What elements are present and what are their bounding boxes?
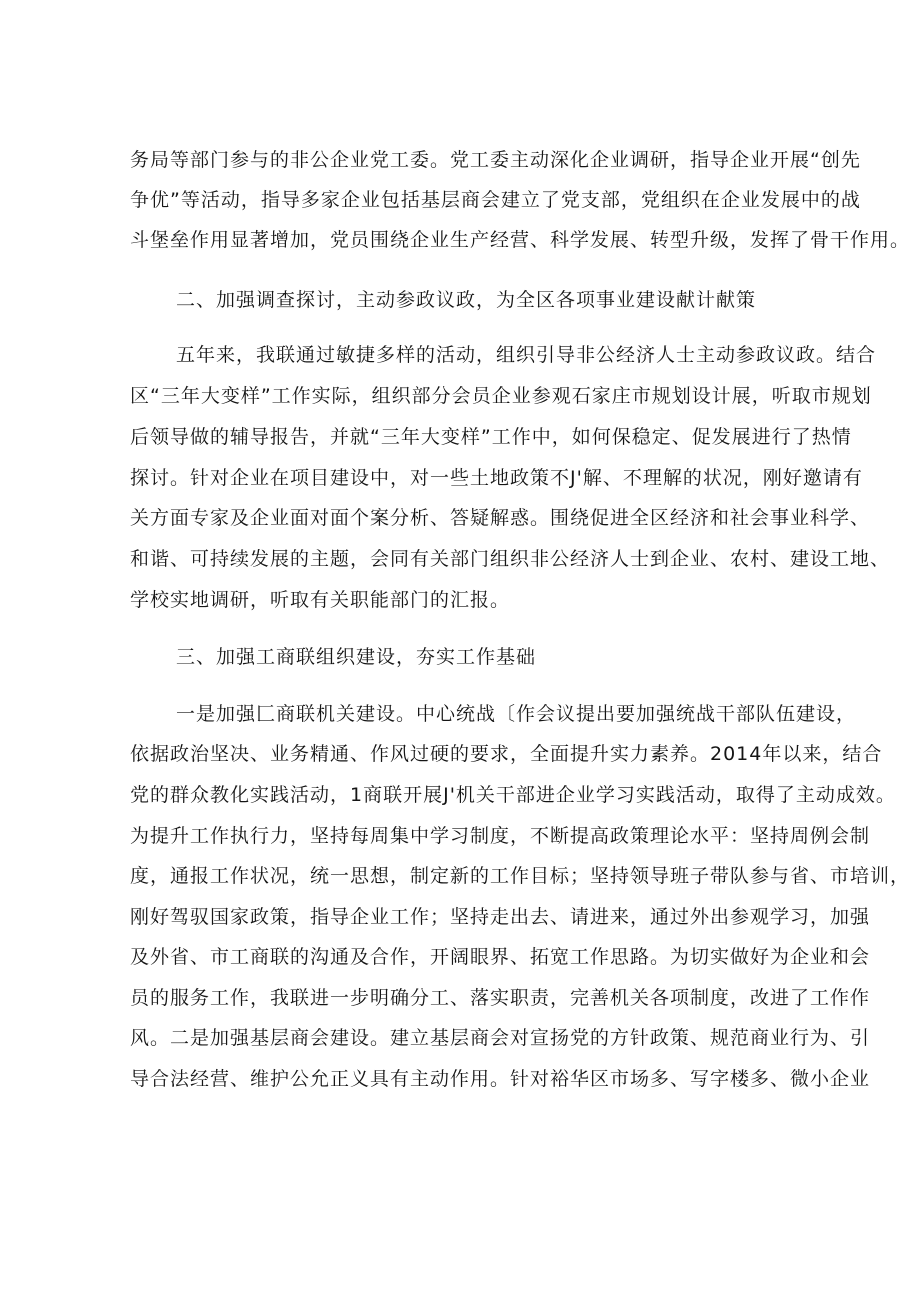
paragraph-line: 度，通报工作状况，统一思想，制定新的工作目标；坚持领导班子带队参与省、市培训， <box>130 865 911 887</box>
paragraph-line: 后领导做的辅导报告，并就“三年大变样”工作中，如何保稳定、促发展进行了热情 <box>130 426 852 448</box>
paragraph-line: 一是加强匚商联机关建设。中心统战〔作会议提出要加强统战干部队伍建设， <box>176 703 857 725</box>
paragraph-line: 五年来，我联通过敏捷多样的活动，组织引导非公经济人士主动参政议政。结合 <box>176 344 877 366</box>
paragraph-line: 斗堡垒作用显著增加，党员围绕企业生产经营、科学发展、转型升级，发挥了骨干作用。 <box>130 229 911 251</box>
paragraph-line: 刚好驾驭国家政策，指导企业工作；坚持走出去、请进来，通过外出参观学习，加强 <box>130 906 871 928</box>
paragraph-line: 争优”等活动，指导多家企业包括基层商会建立了党支部，党组织在企业发展中的战 <box>130 189 861 211</box>
paragraph-line: 务局等部门参与的非公企业党工委。党工委主动深化企业调研，指导企业开展“创先 <box>130 149 861 171</box>
section-heading: 三、加强工商联组织建设，夯实工作基础 <box>176 646 537 668</box>
paragraph-line: 及外省、市工商联的沟通及合作，开阔眼界、拓宽工作思路。为切实做好为企业和会 <box>130 946 871 968</box>
paragraph-line: 区“三年大变样”工作实际，组织部分会员企业参观石家庄市规划设计展，听取市规划 <box>130 385 872 407</box>
section-heading: 二、加强调查探讨，主动参政议政，为全区各项事业建设献计献策 <box>176 289 757 311</box>
paragraph-line: 学校实地调研，听取有关职能部门的汇报。 <box>130 589 511 611</box>
paragraph-line: 探讨。针对企业在项目建设中，对一些土地政策不J'解、不理解的状况，刚好邀请有 <box>130 467 863 489</box>
paragraph-line: 导合法经营、维护公允正义具有主动作用。针对裕华区市场多、写字楼多、微小企业 <box>130 1068 871 1090</box>
paragraph-line: 风。二是加强基层商会建设。建立基层商会对宣扬党的方针政策、规范商业行为、引 <box>130 1027 871 1049</box>
paragraph-line: 为提升工作执行力，坚持每周集中学习制度，不断提高政策理论水平：坚持周例会制 <box>130 825 871 847</box>
paragraph-line: 党的群众教化实践活动，1商联开展J'机关干部进企业学习实践活动，取得了主动成效。 <box>130 784 896 806</box>
paragraph-line: 依据政治坚决、业务精通、作风过硬的要求，全面提升实力素养。2014年以来，结合 <box>130 743 883 765</box>
paragraph-line: 员的服务工作，我联进一步明确分工、落实职责，完善机关各项制度，改进了工作作 <box>130 987 871 1009</box>
paragraph-line: 和谐、可持续发展的主题，会同有关部门组织非公经济人士到企业、农村、建设工地、 <box>130 548 891 570</box>
paragraph-line: 关方面专家及企业面对面个案分析、答疑解惑。围绕促进全区经济和社会事业科学、 <box>130 507 871 529</box>
